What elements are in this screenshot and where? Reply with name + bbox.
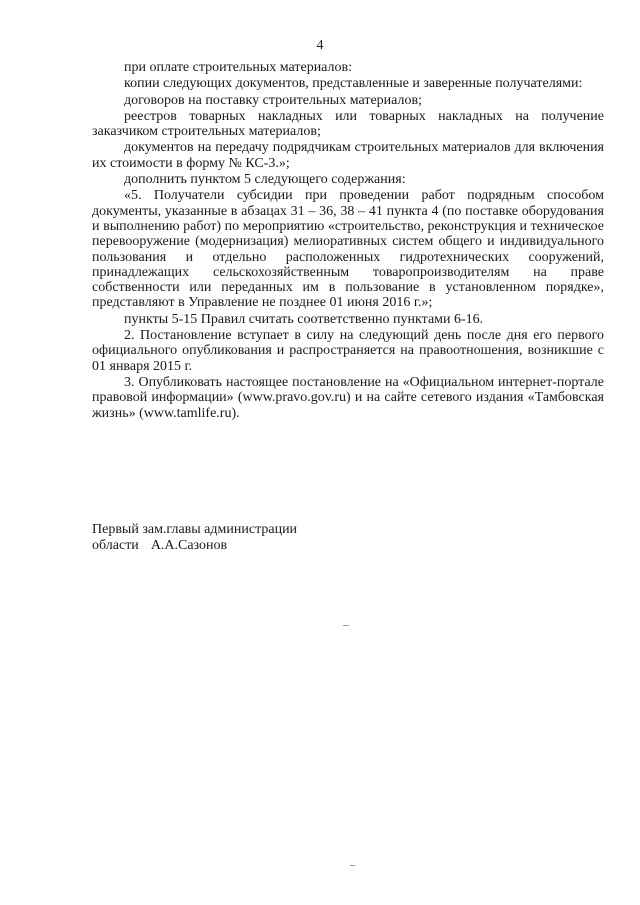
document-body <box>92 60 604 422</box>
paragraph-transfer-documents: документов на передачу подрядчикам строительных материалов для включения их стоимости в форму № КС-3.»; <box>92 140 604 171</box>
paragraph-copies-of-documents: копии следующих документов, представленные и заверенные получателями: <box>124 76 583 92</box>
scan-mark <box>350 865 355 866</box>
paragraph-invoice-registers: реестров товарных накладных или товарных накладных на получение заказчиком строительных материалов; <box>92 108 604 140</box>
paragraph-item-5-text: «5. Получатели субсидии при проведении работ подрядным способом документы, указанные в абзацах 31 – 36, 38 – 41 пункта 4 (по поставке оборудования и выполнению работ) по мероприятию «строительство, реконструкция и техническое перевооружение (модернизация) мелиоративных систем общего и индивидуального пользования и отдельно расположенных гидротехнических сооружений, принадлежащих сельскохозяйственным товаропроизводителям на праве собственности или переданных им в пользование в установленном порядке», представляют в Управление не позднее 01 июня 2016 г.»; <box>92 188 604 311</box>
signature-position-line2 <box>92 538 297 554</box>
paragraph-renumber-items: пункты 5-15 Правил считать соответственно пунктами 6-16. <box>124 311 484 327</box>
paragraph-add-item-5: дополнить пунктом 5 следующего содержания: <box>124 172 406 188</box>
signature-block <box>92 522 297 553</box>
scan-mark <box>343 625 349 626</box>
page-number: 4 <box>316 38 324 53</box>
signature-position-region: области <box>92 537 139 553</box>
paragraph-publication: 3. Опубликовать настоящее постановление на «Официальном интернет-портале правовой информации» (www.pravo.gov.ru) и на сайте сетевого издания «Тамбовская жизнь» (www.tamlife.ru). <box>92 374 604 421</box>
paragraph-materials-payment: при оплате строительных материалов: <box>124 60 353 75</box>
signatory-name: А.А.Сазонов <box>150 537 228 553</box>
paragraph-entry-into-force: 2. Постановление вступает в силу на следующий день после дня его первого официального опубликования и распространяется на правоотношения, возникшие с 01 января 2015 г. <box>92 328 604 374</box>
paragraph-supply-contracts: договоров на поставку строительных материалов; <box>124 92 422 108</box>
signature-position-line1: Первый зам.главы администрации <box>92 522 298 537</box>
